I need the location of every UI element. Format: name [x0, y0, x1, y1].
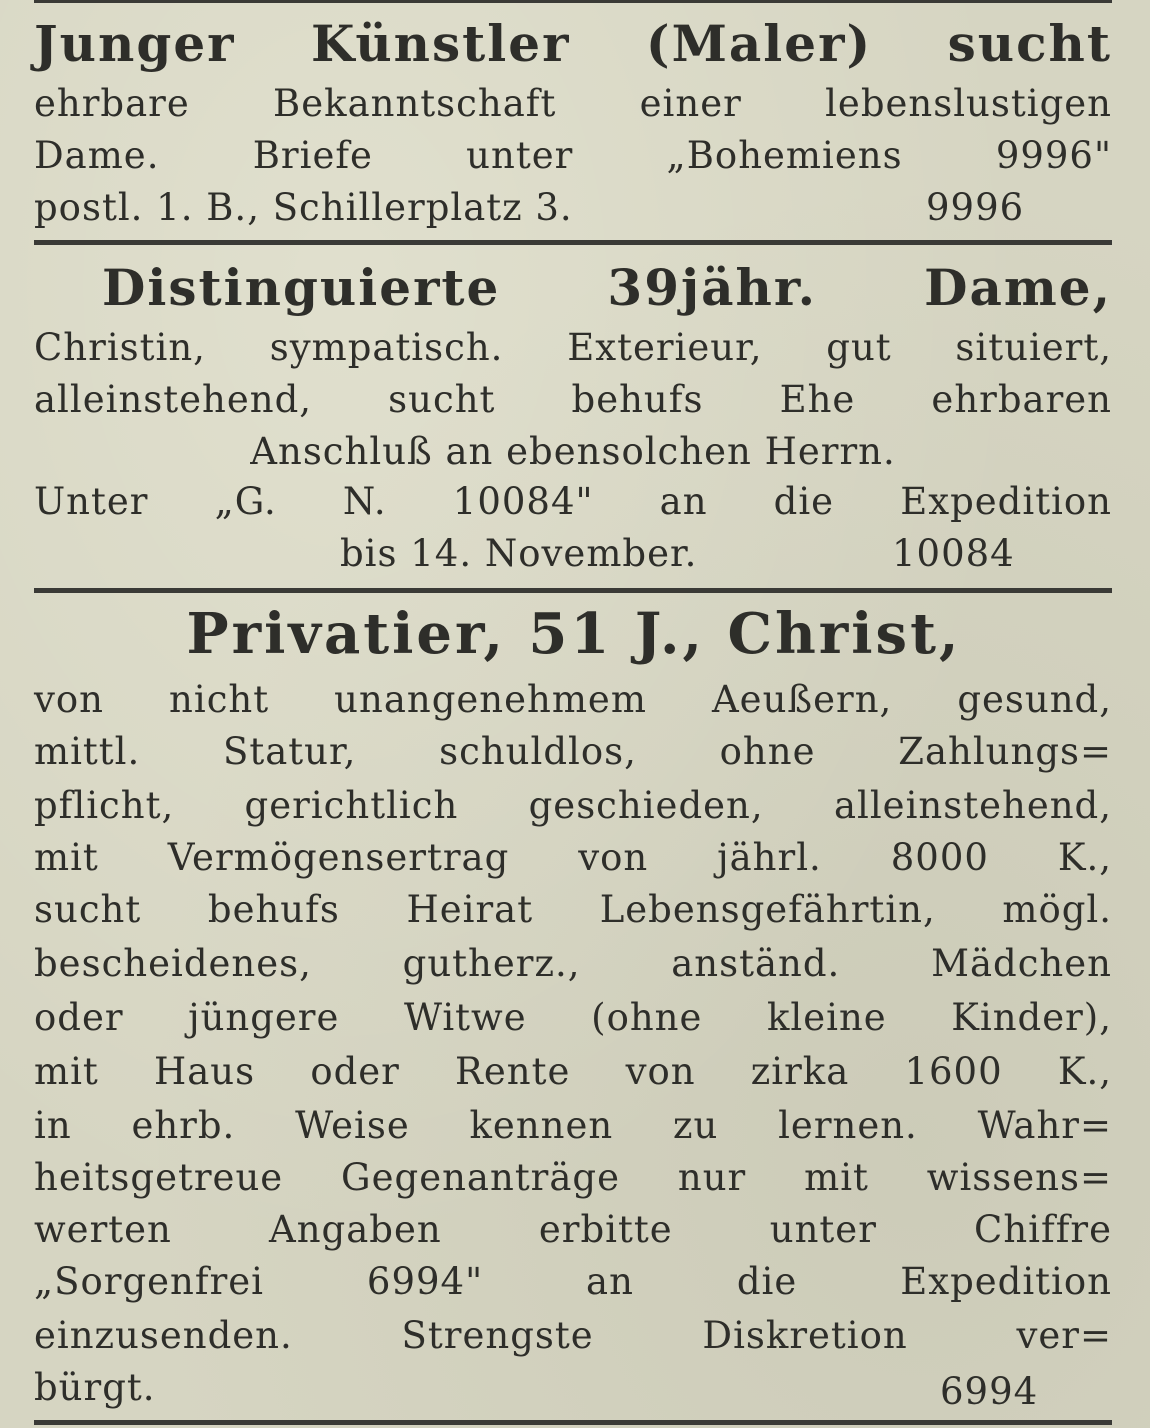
ad3-ref-number: 6994: [940, 1370, 1039, 1413]
ad3-line-9: in ehrb. Weise kennen zu lernen. Wahr=: [34, 1104, 1112, 1147]
ad3-headline: Privatier, 51 J., Christ,: [186, 601, 962, 667]
ad1-ref-number: 9996: [926, 186, 1025, 229]
ad2-ref-number: 10084: [892, 532, 1015, 575]
ad3-line-13: einzusenden. Strengste Diskretion ver=: [34, 1314, 1112, 1357]
ad3-last-line: bürgt.: [34, 1366, 156, 1409]
divider-rule-1: [34, 240, 1112, 245]
ad3-line-8: mit Haus oder Rente von zirka 1600 K.,: [34, 1050, 1112, 1093]
ad2-date-line: bis 14. November.: [340, 532, 698, 575]
ad3-line-3: pflicht, gerichtlich geschieden, alleinstehend,: [34, 784, 1112, 827]
ad3-line-10: heitsgetreue Gegenanträge nur mit wissens=: [34, 1156, 1112, 1199]
ad3-line-7: oder jüngere Witwe (ohne kleine Kinder),: [34, 996, 1112, 1039]
ad2-line-1: Christin, sympatisch. Exterieur, gut situiert,: [34, 326, 1112, 369]
ad2-line-2: alleinstehend, sucht behufs Ehe ehrbaren: [34, 378, 1112, 421]
ad2-centered-line: Anschluß an ebensolchen Herrn.: [250, 430, 896, 473]
ad3-line-11: werten Angaben erbitte unter Chiffre: [34, 1208, 1112, 1251]
bottom-rule: [34, 1420, 1112, 1425]
ad2-address-line: Unter „G. N. 10084" an die Expedition: [34, 480, 1112, 523]
ad3-line-12: „Sorgenfrei 6994" an die Expedition: [34, 1260, 1112, 1303]
ad3-line-5: sucht behufs Heirat Lebensgefährtin, mögl.: [34, 888, 1112, 931]
ad1-last-line: postl. 1. B., Schillerplatz 3.: [34, 186, 573, 229]
ad2-headline: Distinguierte 39jähr. Dame,: [102, 258, 1112, 317]
ad1-line-2: Dame. Briefe unter „Bohemiens 9996": [34, 134, 1112, 177]
ad3-line-6: bescheidenes, gutherz., anständ. Mädchen: [34, 942, 1112, 985]
ad3-line-1: von nicht unangenehmem Aeußern, gesund,: [34, 678, 1112, 721]
ad3-line-2: mittl. Statur, schuldlos, ohne Zahlungs=: [34, 730, 1112, 773]
divider-rule-2: [34, 588, 1112, 593]
ad1-headline: Junger Künstler (Maler) sucht: [34, 14, 1112, 73]
ad1-line-1: ehrbare Bekanntschaft einer lebenslustigen: [34, 82, 1112, 125]
ad3-line-4: mit Vermögensertrag von jährl. 8000 K.,: [34, 836, 1112, 879]
top-rule: [34, 0, 1112, 3]
